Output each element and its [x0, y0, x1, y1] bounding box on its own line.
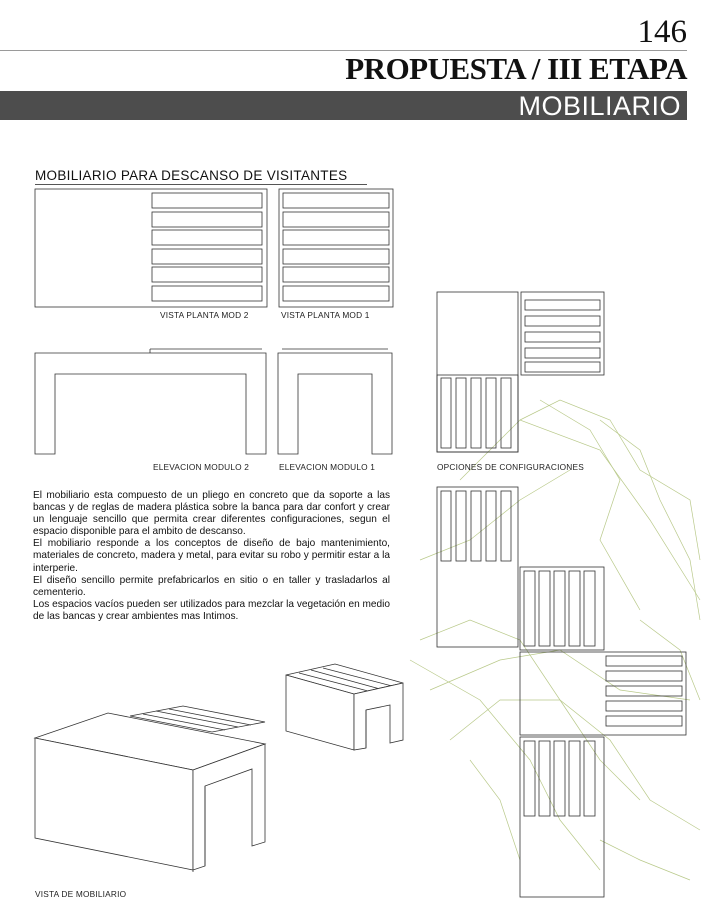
plan-mod1-drawing	[279, 189, 393, 307]
elevation-mod1-drawing	[278, 349, 392, 454]
caption-elevation-mod2: ELEVACION MODULO 2	[153, 462, 250, 472]
description-paragraph: El mobiliario responde a los conceptos de diseño de bajo mantenimiento, materiales de concreto, madera y metal, para evitar su robo y permitir estar a la interperie.	[33, 538, 390, 574]
section-heading: MOBILIARIO PARA DESCANSO DE VISITANTES	[35, 168, 348, 183]
configurations-drawing	[437, 292, 686, 897]
description-paragraph: El mobiliario esta compuesto de un pliego en concreto que da soporte a las bancas y de reglas de madera plástica sobre la banca para dar confort y crear un lenguaje sencillo que permita crear diferentes configuraciones, segun el espacio disponible para el ambito de descanso.	[33, 490, 390, 538]
page-title: PROPUESTA / III ETAPA	[345, 51, 687, 86]
caption-plan-mod1: VISTA PLANTA MOD 1	[281, 310, 370, 320]
caption-furniture-view: VISTA DE MOBILIARIO	[35, 889, 127, 899]
caption-elevation-mod1: ELEVACION MODULO 1	[279, 462, 376, 472]
description-text	[33, 490, 390, 623]
section-band-label: MOBILIARIO	[518, 91, 681, 121]
caption-plan-mod2: VISTA PLANTA MOD 2	[160, 310, 249, 320]
perspective-bench-drawing	[35, 706, 265, 872]
elevation-mod2-drawing	[35, 349, 266, 454]
plan-mod2-drawing	[35, 189, 267, 307]
description-paragraph: El diseño sencillo permite prefabricarlos en sitio o en taller y trasladarlos al cementerio.	[33, 574, 390, 598]
perspective-stool-drawing	[286, 664, 403, 750]
caption-configurations: OPCIONES DE CONFIGURACIONES	[437, 462, 584, 472]
vegetation-pattern	[410, 400, 700, 880]
page-number: 146	[637, 14, 687, 50]
description-paragraph: Los espacios vacíos pueden ser utilizados para mezclar la vegetación en medio de las bancas y crear ambientes mas Intimos.	[33, 598, 390, 622]
